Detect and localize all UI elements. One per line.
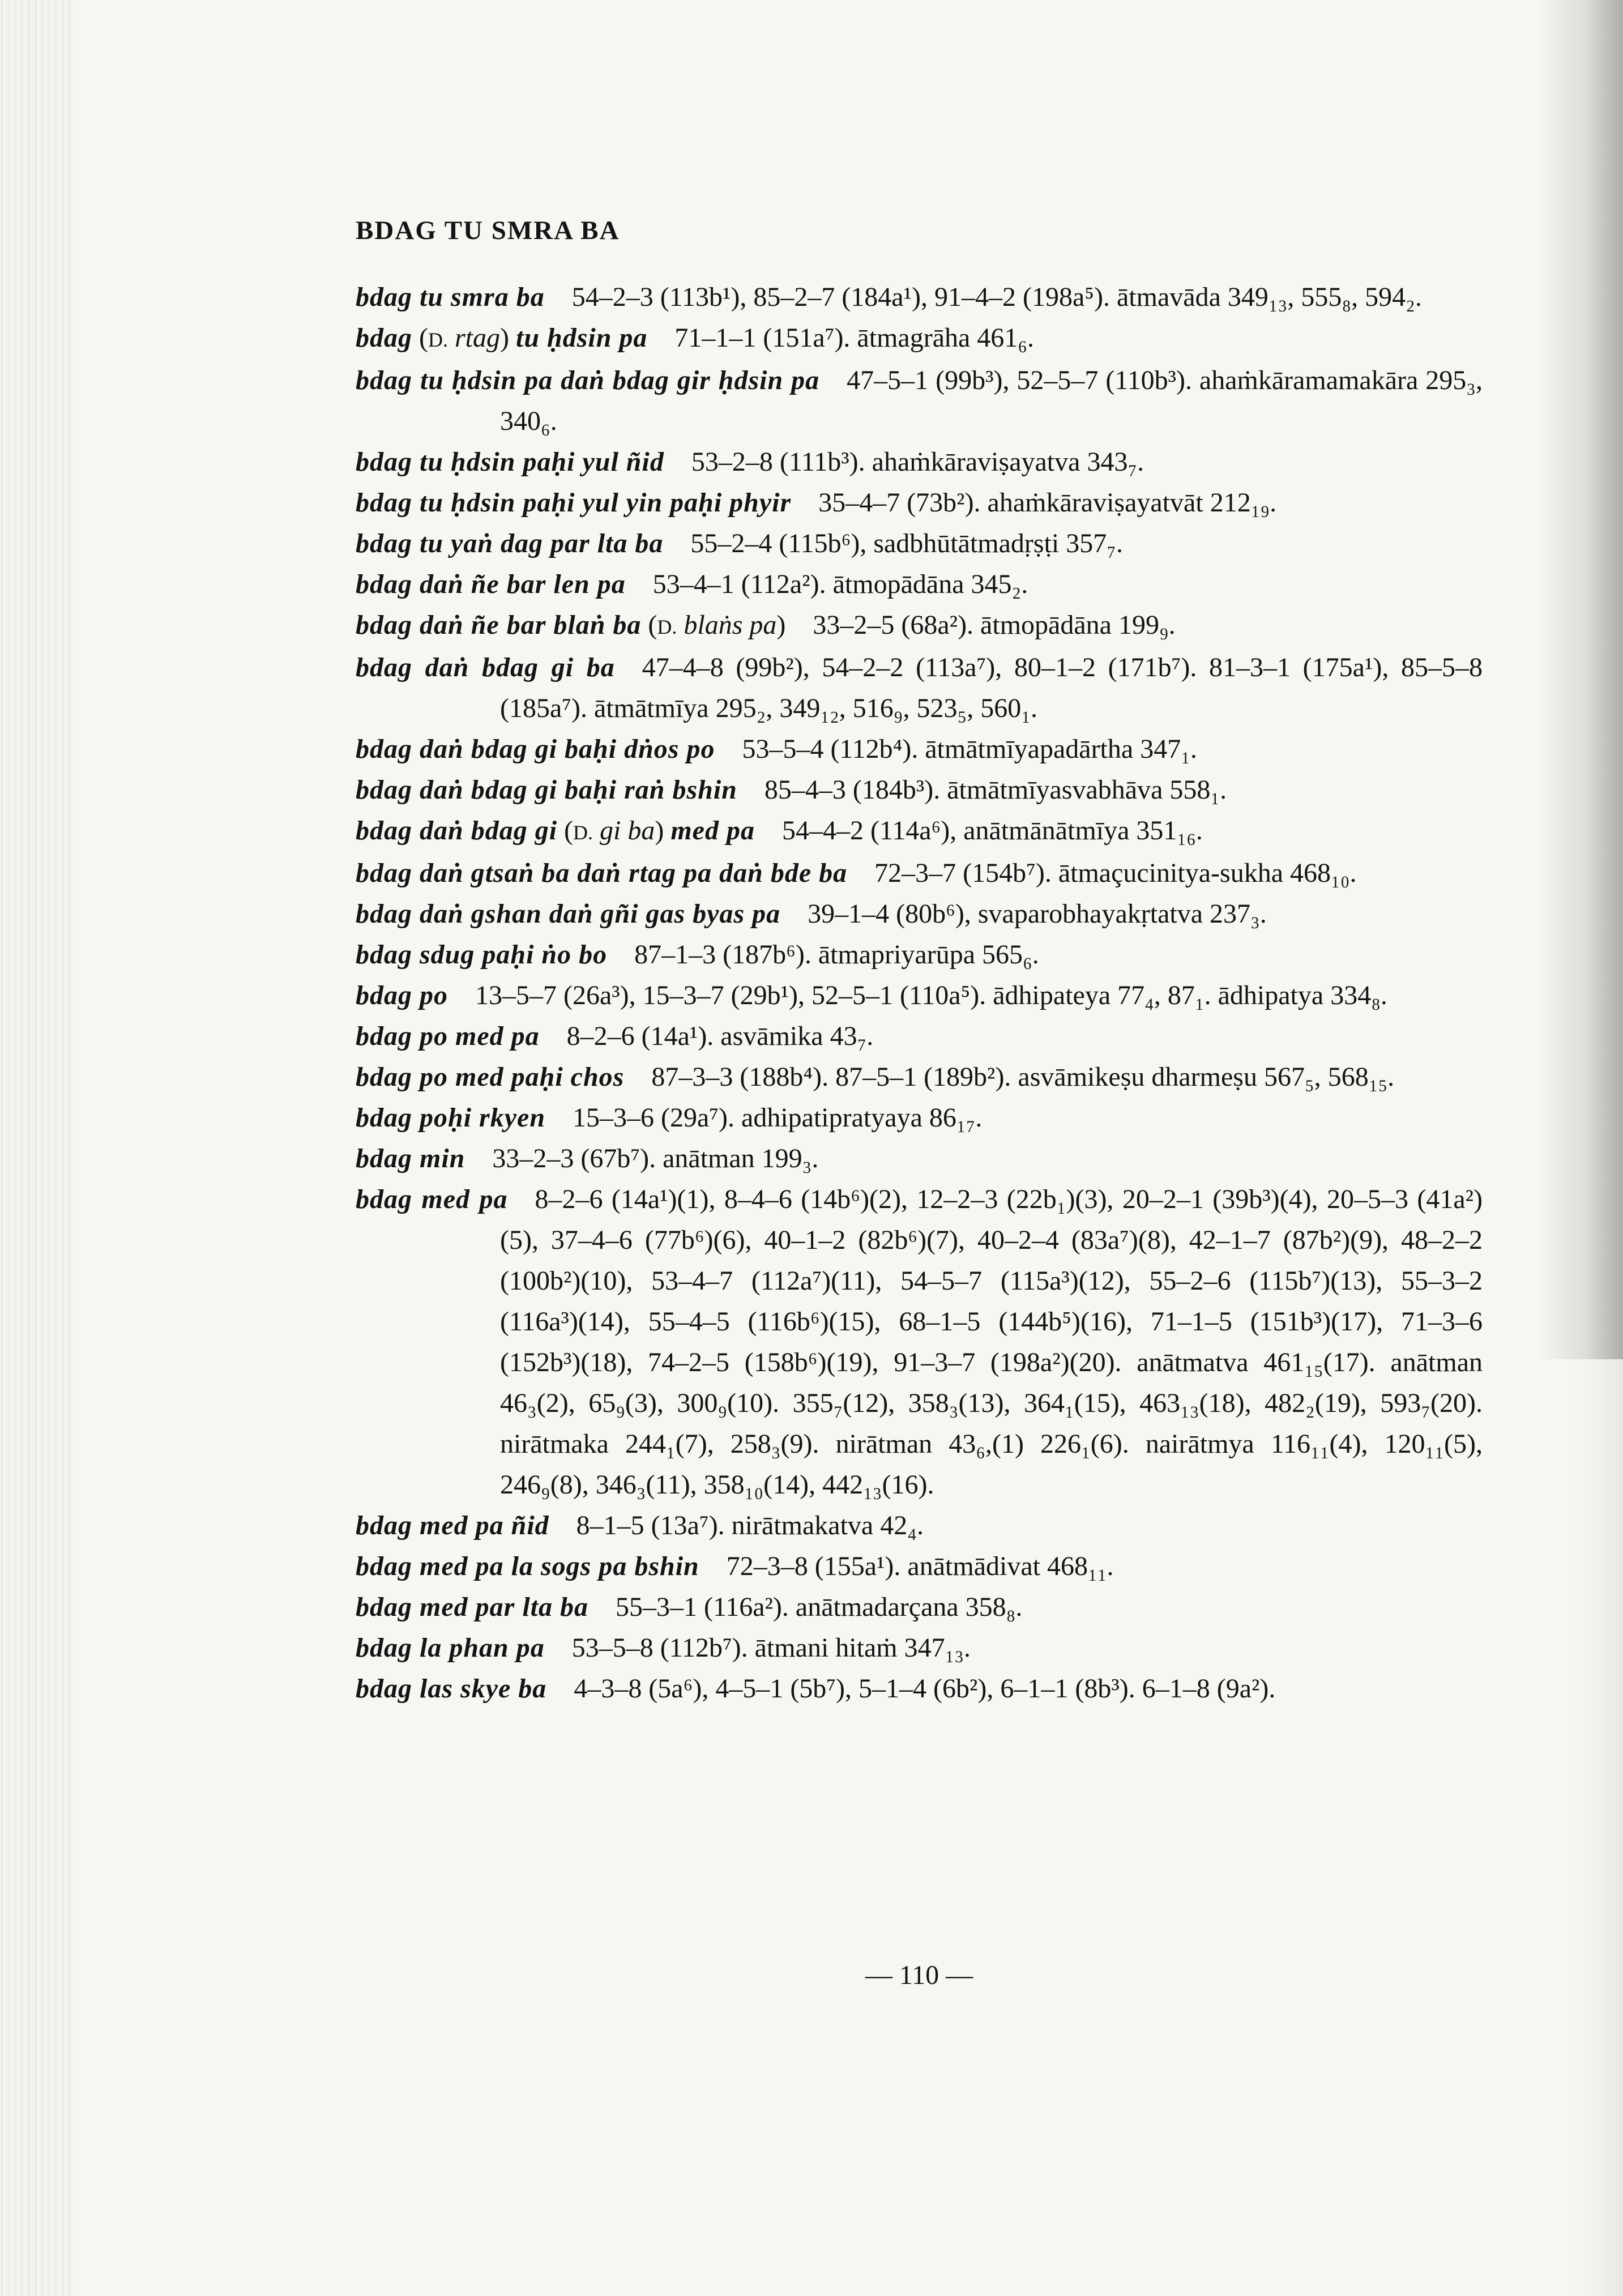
entry-references: 72–3–7 (154b⁷). ātmaçucinitya-sukha 468₁₀.: [874, 858, 1357, 888]
entry-references: 55–3–1 (116a²). anātmadarçana 358₈.: [616, 1592, 1023, 1622]
dictionary-entry: [356, 894, 1483, 934]
entry-references: 87–1–3 (187b⁶). ātmapriyarūpa 565₆.: [634, 940, 1039, 970]
dictionary-entry: [356, 1505, 1483, 1546]
entry-term: bdag daṅ bdag gi baḥi raṅ bshin: [356, 775, 737, 805]
entry-term: bdag poḥi rkyen: [356, 1103, 546, 1133]
entry-references: 47–4–8 (99b²), 54–2–2 (113a⁷), 80–1–2 (171b⁷). 81–3–1 (175a¹), 85–5–8 (185a⁷). ātmātmīya 295₂, 349₁₂, 516₉, 523₅, 560₁.: [500, 652, 1483, 723]
entry-references: 39–1–4 (80b⁶), svaparobhayakṛtatva 237₃.: [808, 899, 1267, 929]
entry-term: bdag tu ḥdsin paḥi yul ñid: [356, 447, 664, 477]
entry-term: bdag tu smra ba: [356, 282, 545, 312]
page-number: — 110 —: [865, 1960, 973, 1990]
dictionary-entry: [356, 605, 1483, 647]
dictionary-entry: [356, 1179, 1483, 1505]
entry-term: bdag: [356, 323, 412, 353]
variant-note-open: (: [648, 610, 657, 640]
page-header: BDAG TU SMRA BA: [356, 216, 620, 245]
entry-term: bdag daṅ gshan daṅ gñi gas byas pa: [356, 899, 781, 929]
dictionary-page: [356, 204, 1483, 1709]
dictionary-entry: [356, 277, 1483, 318]
entry-references: 35–4–7 (73b²). ahaṁkāraviṣayatvāt 212₁₉.: [818, 488, 1277, 518]
variant-reading: blaṅs pa: [684, 610, 777, 640]
dictionary-entry: [356, 1546, 1483, 1587]
entry-term: bdag med par lta ba: [356, 1592, 588, 1622]
scan-edge-right-lower: [1572, 1359, 1623, 2296]
entry-list: [356, 277, 1483, 1709]
entry-references: 85–4–3 (184b³). ātmātmīyasvabhāva 558₁.: [764, 775, 1227, 805]
entry-term: bdag po med paḥi chos: [356, 1062, 625, 1092]
dictionary-entry: [356, 360, 1483, 442]
dictionary-entry: [356, 853, 1483, 894]
dictionary-entry: [356, 647, 1483, 729]
entry-references: 87–3–3 (188b⁴). 87–5–1 (189b²). asvāmikeṣu dharmeṣu 567₅, 568₁₅.: [651, 1062, 1395, 1092]
entry-term: bdag las skye ba: [356, 1674, 547, 1704]
variant-note-close: ): [655, 816, 664, 846]
entry-references: 55–2–4 (115b⁶), sadbhūtātmadṛṣṭi 357₇.: [690, 528, 1123, 558]
entry-term: bdag la phan pa: [356, 1633, 545, 1663]
dictionary-entry: [356, 1098, 1483, 1138]
entry-term: bdag tu ḥdsin paḥi yul yin paḥi phyir: [356, 488, 792, 518]
entry-references: 8–2–6 (14a¹). asvāmika 43₇.: [566, 1021, 874, 1051]
variant-reading: rtag: [454, 323, 500, 353]
scan-edge-right: [1538, 0, 1623, 1359]
entry-references: 33–2–5 (68a²). ātmopādāna 199₉.: [813, 610, 1176, 640]
dictionary-entry: [356, 975, 1483, 1016]
entry-references: 53–5–8 (112b⁷). ātmani hitaṁ 347₁₃.: [571, 1633, 971, 1663]
dictionary-entry: [356, 523, 1483, 564]
entry-term-continued: tu ḥdsin pa: [515, 323, 648, 353]
scan-edge-left: [0, 0, 74, 2296]
variant-note-open: (: [564, 816, 574, 846]
entry-term: bdag daṅ bdag gi: [356, 816, 558, 846]
entry-term: bdag daṅ bdag gi ba: [356, 652, 615, 682]
dictionary-entry: [356, 729, 1483, 770]
entry-term: bdag po: [356, 980, 448, 1010]
dictionary-entry: [356, 810, 1483, 853]
variant-note-close: ): [776, 610, 786, 640]
entry-references: 71–1–1 (151a⁷). ātmagrāha 461₆.: [674, 323, 1035, 353]
entry-references: 4–3–8 (5a⁶), 4–5–1 (5b⁷), 5–1–4 (6b²), 6–1–1 (8b³). 6–1–8 (9a²).: [574, 1674, 1276, 1704]
entry-term: bdag sdug paḥi ṅo bo: [356, 940, 608, 970]
variant-source: D.: [657, 616, 677, 638]
entry-references: 33–2–3 (67b⁷). anātman 199₃.: [492, 1143, 819, 1173]
variant-source: D.: [573, 821, 593, 844]
dictionary-entry: [356, 483, 1483, 523]
dictionary-entry: [356, 564, 1483, 605]
variant-note-close: ): [500, 323, 509, 353]
entry-references: 47–5–1 (99b³), 52–5–7 (110b³). ahaṁkāramamakāra 295₃, 340₆.: [500, 365, 1483, 436]
entry-term: bdag med pa ñid: [356, 1510, 549, 1540]
variant-source: D.: [428, 328, 448, 351]
entry-term: bdag daṅ ñe bar blaṅ ba: [356, 610, 642, 640]
entry-term: bdag daṅ gtsaṅ ba daṅ rtag pa daṅ bde ba: [356, 858, 848, 888]
dictionary-entry: [356, 1138, 1483, 1179]
dictionary-entry: [356, 770, 1483, 810]
entry-term: bdag min: [356, 1143, 465, 1173]
dictionary-entry: [356, 318, 1483, 360]
entry-term-continued: med pa: [670, 816, 755, 846]
entry-references: 53–5–4 (112b⁴). ātmātmīyapadārtha 347₁.: [742, 734, 1197, 764]
variant-note-open: (: [419, 323, 428, 353]
dictionary-entry: [356, 442, 1483, 483]
variant-reading: gi ba: [600, 816, 655, 846]
dictionary-entry: [356, 1628, 1483, 1668]
entry-references: 8–1–5 (13a⁷). nirātmakatva 42₄.: [576, 1510, 924, 1540]
dictionary-entry: [356, 1668, 1483, 1709]
entry-references: 54–4–2 (114a⁶), anātmānātmīya 351₁₆.: [781, 816, 1203, 846]
dictionary-entry: [356, 1057, 1483, 1098]
entry-references: 15–3–6 (29a⁷). adhipatipratyaya 86₁₇.: [573, 1103, 983, 1133]
entry-references: 54–2–3 (113b¹), 85–2–7 (184a¹), 91–4–2 (198a⁵). ātmavāda 349₁₃, 555₈, 594₂.: [571, 282, 1422, 312]
entry-references: 8–2–6 (14a¹)(1), 8–4–6 (14b⁶)(2), 12–2–3 (22b₁)(3), 20–2–1 (39b³)(4), 20–5–3 (41a²)(5), 37–4–6 (77b⁶)(6), 40–1–2 (82b⁶)(7), 40–2–4 (83a⁷)(8), 42–1–7 (87b²)(9), 48–2–2 (100b²)(10), 53–4–7 (112a⁷)(11), 54–5–7 (115a³)(12), 55–2–6 (115b⁷)(13), 55–3–2 (116a³)(14), 55–4–5 (116b⁶)(15), 68–1–5 (144b⁵)(16), 71–1–5 (151b³)(17), 71–3–6 (152b³)(18), 74–2–5 (158b⁶)(19), 91–3–7 (198a²)(20). anātmatva 461₁₅(17). anātman 46₃(2), 65₉(3), 300₉(10). 355₇(12), 358₃(13), 364₁(15), 463₁₃(18), 482₂(19), 593₇(20). nirātmaka 244₁(7), 258₃(9). nirātman 43₆,(1) 226₁(6). nairātmya 116₁₁(4), 120₁₁(5), 246₉(8), 346₃(11), 358₁₀(14), 442₁₃(16).: [500, 1184, 1483, 1500]
dictionary-entry: [356, 1016, 1483, 1057]
entry-term: bdag po med pa: [356, 1021, 540, 1051]
entry-references: 53–4–1 (112a²). ātmopādāna 345₂.: [652, 569, 1028, 599]
entry-term: bdag daṅ bdag gi baḥi dṅos po: [356, 734, 715, 764]
entry-term: bdag tu yaṅ dag par lta ba: [356, 528, 664, 558]
entry-term: bdag med pa la sogs pa bshin: [356, 1551, 699, 1581]
entry-term: bdag med pa: [356, 1184, 508, 1214]
dictionary-entry: [356, 1587, 1483, 1628]
entry-references: 13–5–7 (26a³), 15–3–7 (29b¹), 52–5–1 (110a⁵). ādhipateya 77₄, 87₁. ādhipatya 334₈.: [475, 980, 1387, 1010]
dictionary-entry: [356, 934, 1483, 975]
entry-references: 53–2–8 (111b³). ahaṁkāraviṣayatva 343₇.: [691, 447, 1144, 477]
entry-references: 72–3–8 (155a¹). anātmādivat 468₁₁.: [726, 1551, 1114, 1581]
entry-term: bdag tu ḥdsin pa daṅ bdag gir ḥdsin pa: [356, 365, 820, 395]
entry-term: bdag daṅ ñe bar len pa: [356, 569, 626, 599]
